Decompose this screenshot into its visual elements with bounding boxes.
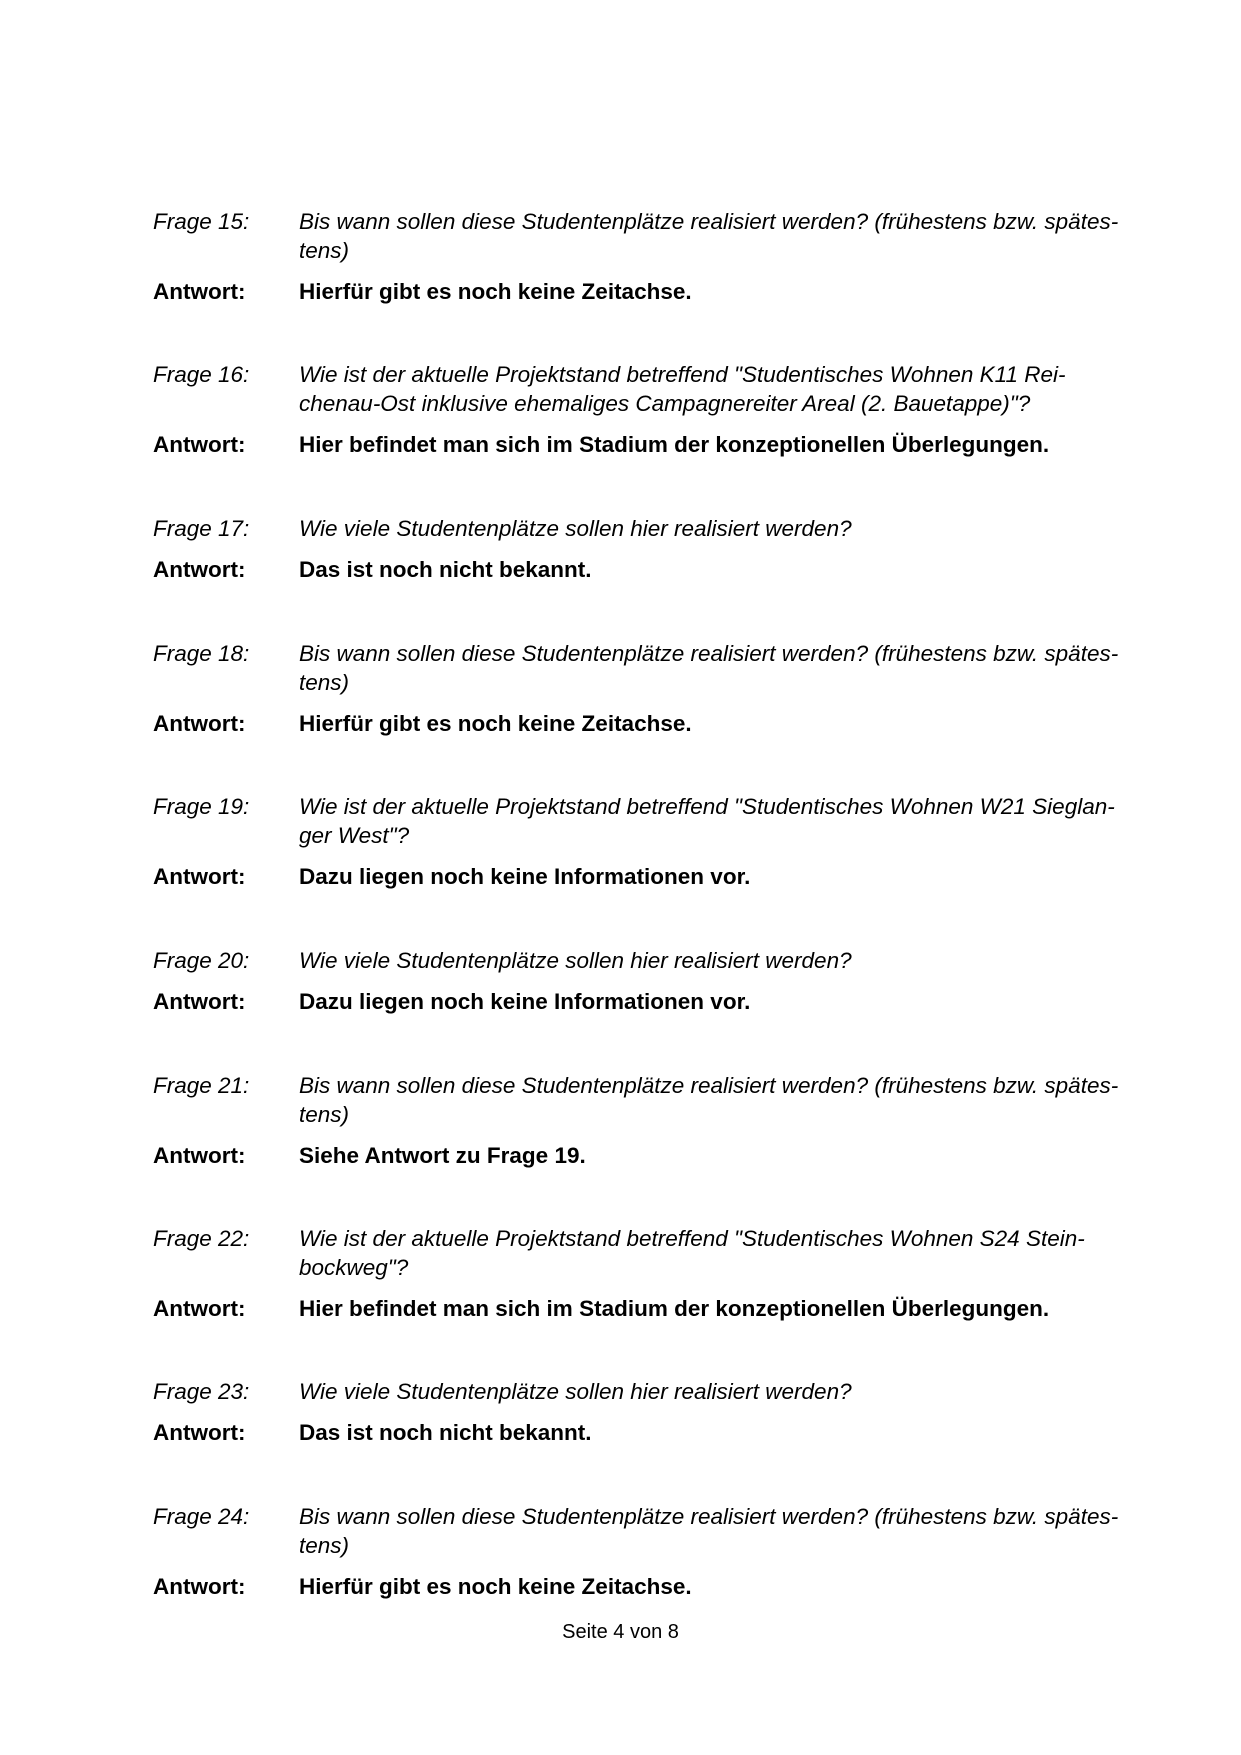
qa-item-15 [153, 207, 1143, 306]
question-label: Frage 24: [153, 1504, 250, 1529]
answer-row [153, 1141, 1143, 1170]
page-number-footer: Seite 4 von 8 [562, 1621, 679, 1643]
question-text: Bis wann sollen diese Studentenplätze realisiert werden? (frühestens bzw. spätes- tens) [299, 209, 1119, 263]
answer-text: Siehe Antwort zu Frage 19. [299, 1143, 586, 1168]
answer-row [153, 709, 1143, 738]
question-text: Wie viele Studentenplätze sollen hier realisiert werden? [299, 516, 852, 541]
answer-row [153, 1294, 1143, 1323]
answer-row [153, 1572, 1143, 1601]
answer-label: Antwort: [153, 557, 246, 582]
qa-item-23 [153, 1377, 1143, 1447]
question-label: Frage 15: [153, 209, 250, 234]
question-text: Bis wann sollen diese Studentenplätze realisiert werden? (frühestens bzw. spätes- tens) [299, 1504, 1119, 1558]
answer-row [153, 430, 1143, 459]
question-text: Wie ist der aktuelle Projektstand betreffend "Studentisches Wohnen K11 Rei- chenau-Ost inklusive ehemaliges Campagnereiter Areal (2. Bauetappe)"? [299, 362, 1066, 416]
question-text: Wie viele Studentenplätze sollen hier realisiert werden? [299, 1379, 852, 1404]
qa-item-18 [153, 639, 1143, 738]
qa-item-19 [153, 792, 1143, 891]
answer-label: Antwort: [153, 279, 246, 304]
question-label: Frage 19: [153, 794, 250, 819]
answer-label: Antwort: [153, 1420, 246, 1445]
answer-label: Antwort: [153, 432, 246, 457]
question-label: Frage 17: [153, 516, 250, 541]
answer-row [153, 277, 1143, 306]
question-row [153, 639, 1143, 697]
question-row [153, 946, 1143, 975]
answer-row [153, 862, 1143, 891]
answer-label: Antwort: [153, 711, 246, 736]
question-row [153, 360, 1143, 418]
question-label: Frage 20: [153, 948, 250, 973]
answer-label: Antwort: [153, 989, 246, 1014]
question-text: Wie ist der aktuelle Projektstand betreffend "Studentisches Wohnen W21 Sieglan- ger West"? [299, 794, 1115, 848]
question-label: Frage 16: [153, 362, 250, 387]
question-row [153, 1377, 1143, 1406]
question-row [153, 1502, 1143, 1560]
answer-row [153, 555, 1143, 584]
qa-item-20 [153, 946, 1143, 1016]
answer-label: Antwort: [153, 1296, 246, 1321]
question-text: Wie ist der aktuelle Projektstand betreffend "Studentisches Wohnen S24 Stein- bockweg"? [299, 1226, 1085, 1280]
qa-item-22 [153, 1224, 1143, 1323]
answer-text: Hier befindet man sich im Stadium der konzeptionellen Überlegungen. [299, 1296, 1050, 1321]
answer-text: Hierfür gibt es noch keine Zeitachse. [299, 1574, 692, 1599]
question-label: Frage 22: [153, 1226, 250, 1251]
answer-text: Das ist noch nicht bekannt. [299, 557, 592, 582]
question-text: Wie viele Studentenplätze sollen hier realisiert werden? [299, 948, 852, 973]
answer-text: Dazu liegen noch keine Informationen vor. [299, 989, 751, 1014]
answer-text: Hierfür gibt es noch keine Zeitachse. [299, 279, 692, 304]
qa-item-17 [153, 514, 1143, 584]
qa-item-21 [153, 1071, 1143, 1170]
answer-row [153, 1418, 1143, 1447]
question-label: Frage 23: [153, 1379, 250, 1404]
answer-label: Antwort: [153, 1574, 246, 1599]
answer-text: Hier befindet man sich im Stadium der konzeptionellen Überlegungen. [299, 432, 1050, 457]
answer-row [153, 987, 1143, 1016]
qa-item-16 [153, 360, 1143, 459]
question-row [153, 514, 1143, 543]
qa-item-24 [153, 1502, 1143, 1601]
question-row [153, 207, 1143, 265]
question-label: Frage 21: [153, 1073, 250, 1098]
question-label: Frage 18: [153, 641, 250, 666]
answer-label: Antwort: [153, 864, 246, 889]
answer-label: Antwort: [153, 1143, 246, 1168]
answer-text: Dazu liegen noch keine Informationen vor. [299, 864, 751, 889]
answer-text: Das ist noch nicht bekannt. [299, 1420, 592, 1445]
answer-text: Hierfür gibt es noch keine Zeitachse. [299, 711, 692, 736]
question-row [153, 792, 1143, 850]
question-text: Bis wann sollen diese Studentenplätze realisiert werden? (frühestens bzw. spätes- tens) [299, 1073, 1119, 1127]
question-row [153, 1071, 1143, 1129]
question-row [153, 1224, 1143, 1282]
question-text: Bis wann sollen diese Studentenplätze realisiert werden? (frühestens bzw. spätes- tens) [299, 641, 1119, 695]
